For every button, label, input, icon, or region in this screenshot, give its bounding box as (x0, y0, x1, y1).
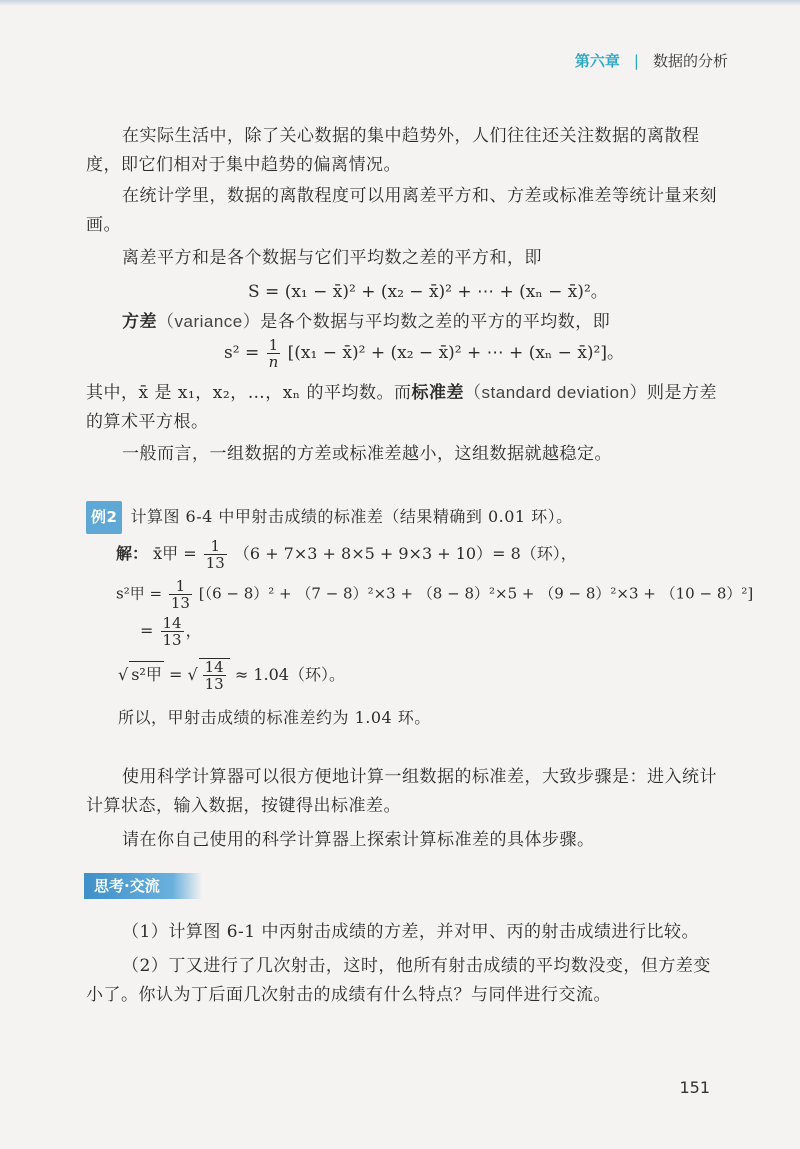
fraction-denominator: 13 (162, 631, 182, 649)
page-number: 151 (679, 1078, 710, 1097)
fraction-numerator: 14 (204, 658, 224, 676)
punctuation: ， (185, 621, 202, 640)
variance-definition-text: 是各个数据与平均数之差的平方的平均数，即 (260, 312, 611, 332)
think-question-1: （1）计算图 6-1 中丙射击成绩的方差，并对甲、丙的射击成绩进行比较。 (122, 922, 699, 942)
sqrt-radicand: s²甲 (129, 661, 164, 685)
fraction-numerator: 1 (169, 578, 192, 595)
section-title: 数据的分析 (652, 52, 728, 70)
example-conclusion: 所以，甲射击成绩的标准差约为 1.04 环。 (118, 708, 431, 727)
sum-of-squares-definition: 离差平方和是各个数据与它们平均数之差的平方和，即 (122, 248, 542, 268)
mean-lhs: x̄甲 = (153, 544, 197, 563)
variance-fraction (169, 578, 192, 611)
variance-term: 方差 (122, 312, 157, 332)
sqrt-symbol: √ (187, 665, 198, 684)
sqrt-radicand-fraction (199, 658, 230, 692)
chapter-label: 第六章 (574, 52, 620, 70)
fraction-denominator: 13 (170, 594, 190, 612)
mean-rhs: （6 + 7×3 + 8×5 + 9×3 + 10）= 8（环）， (233, 544, 577, 563)
variance-value-fraction (161, 615, 184, 648)
std-deviation-term: 标准差 (411, 383, 465, 403)
calculator-exploration: 请在你自己使用的科学计算器上探索计算标准差的具体步骤。 (122, 830, 595, 850)
fraction-denominator: n (268, 353, 279, 371)
top-color-band (0, 0, 800, 6)
variance-formula-lhs: s² = (224, 343, 260, 363)
std-deviation-text: 则是方差的算术平方根。 (86, 383, 717, 432)
radicand-fraction (203, 659, 226, 692)
sum-of-squares-formula: S = (x₁ − x̄)² + (x₂ − x̄)² + ⋯ + (xₙ − x̄)²。 (248, 282, 608, 302)
solution-line-mean (116, 538, 577, 571)
equals-sign: = (168, 665, 183, 684)
mean-fraction (204, 538, 227, 571)
variance-fraction (267, 337, 281, 370)
approximation-result: ≈ 1.04（环）。 (234, 665, 345, 684)
fraction-numerator: 14 (162, 614, 182, 632)
std-deviation-definition (86, 378, 726, 437)
solution-label: 解： (116, 544, 149, 563)
equals-sign: = (140, 621, 154, 640)
dispersion-paragraph: 在统计学里，数据的离散程度可以用离差平方和、方差或标准差等统计量来刻画。 (86, 186, 717, 235)
intro-paragraph: 在实际生活中，除了关心数据的集中趋势外，人们往往还关注数据的离散程度，即它们相对于集中趋势的偏离情况。 (86, 126, 700, 175)
example-question (86, 501, 726, 534)
fraction-numerator: 1 (204, 538, 227, 555)
variance-english: （variance） (157, 312, 261, 331)
variance-rhs: [（6 − 8）² + （7 − 8）²×3 + （8 − 8）²×5 + （9 − 8）²×3 + （10 − 8）²] (198, 584, 754, 603)
solution-line-variance-value (140, 615, 202, 648)
variance-lhs: s²甲 = (116, 584, 163, 603)
fraction-denominator: 13 (205, 554, 225, 572)
calculator-paragraph: 使用科学计算器可以很方便地计算一组数据的标准差，大致步骤是：进入统计计算状态，输入数据，按键得出标准差。 (86, 767, 717, 816)
variance-formula-rhs: [(x₁ − x̄)² + (x₂ − x̄)² + ⋯ + (xₙ − x̄)²]。 (287, 343, 624, 363)
solution-line-sqrt (118, 658, 345, 692)
fraction-numerator: 1 (267, 337, 281, 354)
variance-definition (86, 307, 726, 337)
header-separator: | (633, 51, 639, 70)
mean-note: 其中，x̄ 是 x₁，x₂，…，xₙ 的平均数。而 (86, 383, 412, 403)
solution-line-variance (116, 578, 753, 611)
stability-paragraph: 一般而言，一组数据的方差或标准差越小，这组数据就越稳定。 (122, 444, 612, 464)
think-question-2: （2）丁又进行了几次射击，这时，他所有射击成绩的平均数没变，但方差变小了。你认为丁后面几次射击的成绩有什么特点？与同伴进行交流。 (86, 956, 711, 1005)
fraction-denominator: 13 (204, 675, 224, 693)
example-badge: 例2 (86, 501, 122, 534)
std-deviation-english: （standard deviation） (464, 383, 647, 402)
think-discuss-tag: 思考·交流 (84, 873, 202, 899)
example-question-text: 计算图 6-4 中甲射击成绩的标准差（结果精确到 0.01 环）。 (130, 507, 573, 526)
sqrt-symbol: √ (118, 665, 129, 684)
running-head (575, 50, 728, 71)
variance-formula (224, 337, 624, 370)
